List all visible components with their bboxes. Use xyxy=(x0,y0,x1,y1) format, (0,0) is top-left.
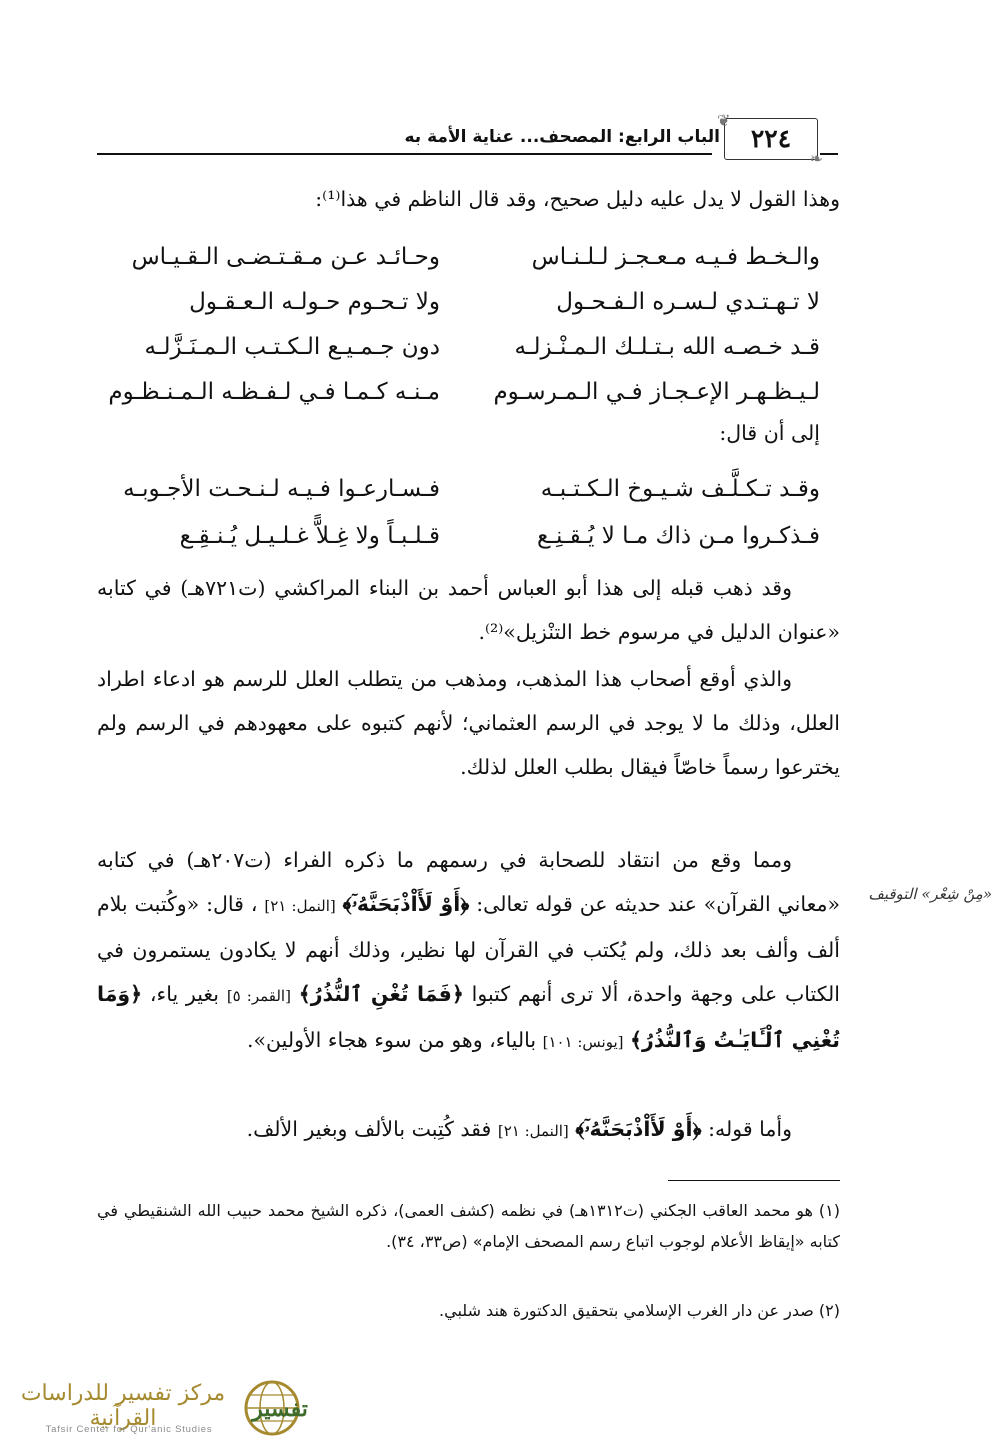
paragraph-causes: والذي أوقع أصحاب هذا المذهب، ومذهب من يتطلب العلل للرسم هو ادعاء اطراد العلل، وذلك ما لا يوجد في الرسم العثماني؛ لأنهم كتبوه على معهودهم في الرسم ولم يخترعوا رسماً خاصّاً فيقال بطلب العلل لذلك. xyxy=(97,667,840,779)
paragraph-text: وأما قوله: xyxy=(701,1117,792,1141)
logo-text: مركز تفسير للدراسات القرآنية xyxy=(20,1381,226,1431)
verse-second-hemistich: قـلـبـاً ولا غِـلاًّ غـلـيـل يُـنـقِـع xyxy=(179,523,440,549)
paragraph-writing xyxy=(97,1107,840,1153)
quran-quote: ﴿أَوْ لَأَاْذْبَحَنَّهُۥٓ﴾ xyxy=(575,1117,702,1141)
paragraph-text: بغير ياء، xyxy=(142,982,220,1006)
page-number-frame xyxy=(717,111,823,168)
quran-reference: [النمل: ٢١] xyxy=(264,897,336,915)
quran-quote: ﴿فَمَا تُغْنِ ٱلنُّذُرُ﴾ xyxy=(298,982,464,1006)
ornament-icon: ❦ xyxy=(717,111,731,130)
paragraph-text: ومما وقع من انتقاد للصحابة في رسمهم ما ذكره الفراء (ت٢٠٧هـ) في كتابه «معاني القرآن» عند حديثه عن قوله تعالى: xyxy=(97,848,840,916)
verse-first-hemistich: والـخـط فـيـه مـعـجـز لـلـنـاس xyxy=(531,244,820,270)
verse-row xyxy=(110,325,820,369)
footnote-separator xyxy=(668,1180,840,1181)
logo-subtitle: Tafsir Center for Qur'anic Studies xyxy=(45,1424,213,1435)
verse-first-hemistich: لا تـهـتـدي لـسـره الـفـحـول xyxy=(556,289,820,315)
verse-first-hemistich: قـد خـصـه الله بـتـلـك الـمـنْـزلـه xyxy=(514,334,820,360)
paragraph-text: بالياء، وهو من سوء هجاء الأولين». xyxy=(246,1028,537,1052)
page-number: ٢٢٤ xyxy=(750,124,792,153)
running-title: الباب الرابع: المصحف... عناية الأمة به xyxy=(404,127,720,147)
verse-first-hemistich: فـذكـروا مـن ذاك مـا لا يُـقـنِـع xyxy=(536,523,820,549)
verse-row xyxy=(110,467,820,511)
ornament-icon: ❧ xyxy=(809,149,823,168)
verse-second-hemistich: مـنـه كـمـا فـي لـفـظـه الـمـنـظـوم xyxy=(108,379,440,405)
footnote-1: (١) هو محمد العاقب الجكني (ت١٣١٢هـ) في نظمه (كشف العمى)، ذكره الشيخ محمد حبيب الله الشنقيطي في كتابه «إيقاظ الأعلام لوجوب اتباع رسم المصحف الإمام» (ص٣٣، ٣٤). xyxy=(97,1201,840,1251)
tafsir-logo-emblem xyxy=(236,1378,324,1438)
footnote-2: (٢) صدر عن دار الغرب الإسلامي بتحقيق الدكتورة هند شلبي. xyxy=(439,1301,840,1320)
verse-row xyxy=(110,370,820,414)
handwritten-margin-note: «مِنْ شِعْر» التوقيف xyxy=(868,885,992,903)
paragraph-text: ، قال: «وكُتبت بلام ألف وألف بعد ذلك، ولم يُكتب في القرآن لها نظير، وذلك أنهم لا يكادون يستمرون في الكتاب على وجهة واحدة، ألا ترى أنهم كتبوا xyxy=(97,892,840,1006)
quran-quote: ﴿وَمَا تُغْنِي ٱلْـَٔايَـٰتُ وَٱلنُّذُرُ﴾ xyxy=(97,982,840,1052)
quran-reference: [القمر: ٥] xyxy=(226,987,291,1005)
header-rule xyxy=(97,153,712,155)
verse-second-hemistich: ولا تـحـوم حـولـه الـعـقـول xyxy=(189,289,440,315)
verse-row xyxy=(110,514,820,558)
verse-row xyxy=(110,280,820,324)
intro-paragraph: وهذا القول لا يدل عليه دليل صحيح، وقد قال الناظم في هذا⁽¹⁾: xyxy=(315,187,840,211)
until-he-said-label: إلى أن قال: xyxy=(719,421,820,445)
logo-emblem-text: تفسير xyxy=(252,1396,308,1422)
verse-first-hemistich: وقـد تـكـلَّـف شـيـوخ الـكـتـبـه xyxy=(540,476,820,502)
paragraph-farra xyxy=(97,838,840,1064)
header-rule xyxy=(820,153,838,155)
quran-quote: ﴿أَوْ لَأَاْذْبَحَنَّهُۥٓ﴾ xyxy=(342,892,470,916)
verse-second-hemistich: فـسـارعـوا فـيـه لـنـحـت الأجـوبـه xyxy=(123,476,440,502)
verse-second-hemistich: وحـائـد عـن مـقـتـضـى الـقـيـاس xyxy=(131,244,440,270)
quran-reference: [يونس: ١٠١] xyxy=(542,1033,624,1051)
verse-second-hemistich: دون جـمـيـع الـكـتـب الـمـنَـزَّلـه xyxy=(144,334,440,360)
verse-first-hemistich: لـيـظـهـر الإعـجـاز فـي الـمـرسـوم xyxy=(493,379,820,405)
paragraph-text: فقد كُتِبت بالألف وبغير الألف. xyxy=(246,1117,492,1141)
quran-reference: [النمل: ٢١] xyxy=(497,1122,569,1140)
paragraph-al-banna: وقد ذهب قبله إلى هذا أبو العباس أحمد بن البناء المراكشي (ت٧٢١هـ) في كتابه «عنوان الدليل في مرسوم خط التنْزيل»⁽²⁾. xyxy=(97,576,840,644)
verse-row xyxy=(110,235,820,279)
